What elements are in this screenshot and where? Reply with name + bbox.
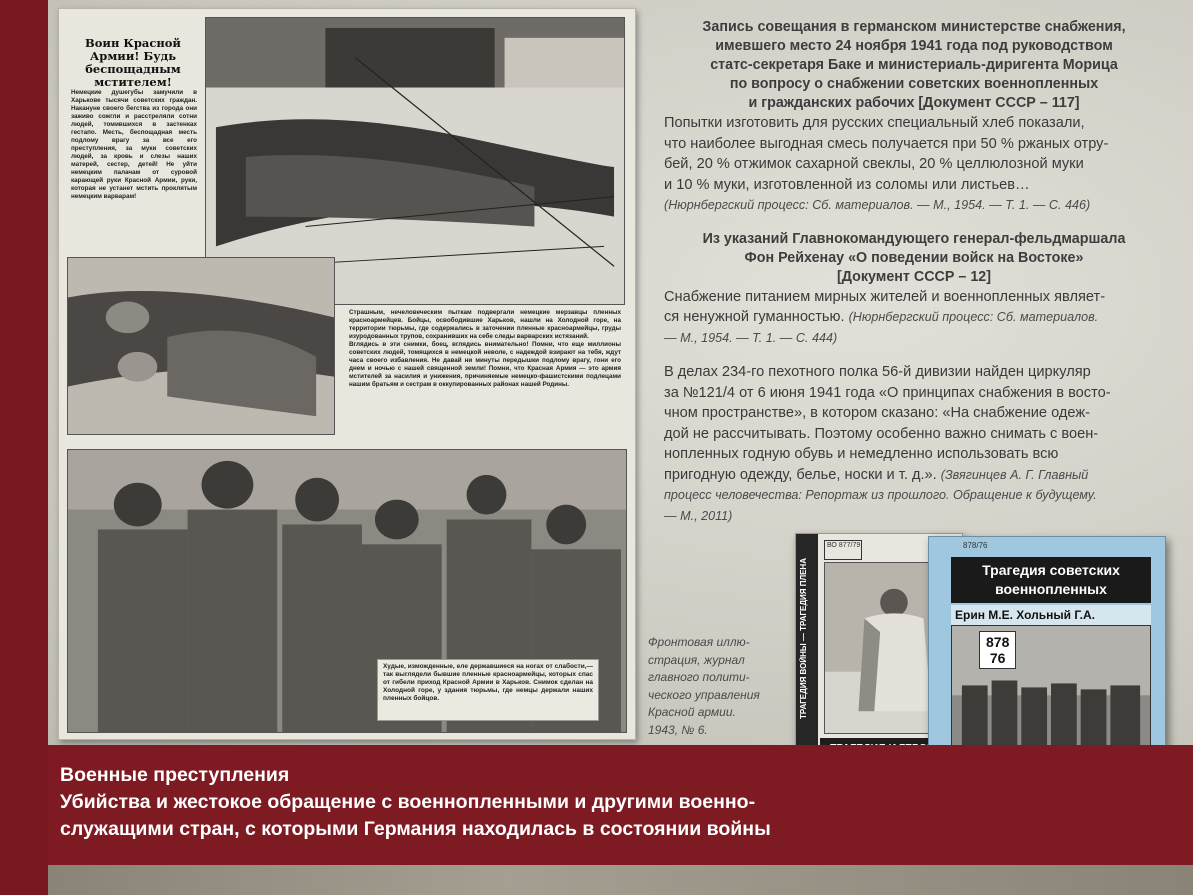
- book2-title-box: [951, 557, 1151, 603]
- caption-line: Фронтовая иллю-: [648, 635, 750, 649]
- section3-source: процесс человечества: Репортаж из прошлого. Обращение к будущему.: [664, 488, 1097, 502]
- caption-line: Красной армии.: [648, 705, 736, 719]
- book2-authors: Ерин М.Е. Хольный Г.А.: [951, 605, 1151, 625]
- section2-body: [664, 287, 1164, 349]
- magazine-headline: Воин Красной Армии! Будь беспощадным мстителем!: [85, 36, 181, 89]
- magazine-intro-text: Немецкие душегубы замучили в Харькове тысячи советских граждан. Накануне своего бегства из города они заживо сожгли и расстреляли сотни людей, томившихся в застенках гестапо. Месть, беспощадная месть подлому врагу за все его преступления, за муки советских людей, за кровь и слезы наших матерей, сестер, детей! Не уйти немецким палачам от суровой карающей руки Красной Армии, руки, которая не устанет мстить проклятым немецким варварам!: [71, 89, 197, 200]
- book1-spine: [796, 534, 818, 778]
- section1-source: (Нюрнбергский процесс: Сб. материалов. — М., 1954. — Т. 1. — С. 446): [664, 198, 1091, 212]
- stamp-line: 76: [989, 650, 1006, 666]
- body-text-span: ся ненужной гуманностью.: [664, 309, 845, 325]
- body-line: [664, 465, 1164, 486]
- body-line: [664, 307, 1164, 328]
- body-line: Попытки изготовить для русских специальный хлеб показали,: [664, 115, 1085, 131]
- caption-line: главного полити-: [648, 670, 750, 684]
- body-line: нопленных годную обувь и немедленно использовать всю: [664, 446, 1059, 462]
- heading-line: Из указаний Главнокомандующего генерал-фельдмаршала: [702, 230, 1126, 247]
- section3-source: — М., 2011): [664, 508, 733, 523]
- body-line: Снабжение питанием мирных жителей и военнопленных являет-: [664, 288, 1106, 305]
- book1-library-stamp: ВО 877/79: [824, 540, 862, 560]
- magazine-caption-paragraph: Вглядись в эти снимки, боец, вглядись внимательно! Помни, что еще миллионы советских людей, томящихся в немецкой неволе, с надеждой взирают на тебя, ждут часа своего избавления. Не давай ни минуты передышки подлому врагу, гони его днем и ночью с нашей священной земли! Помни, что Красная Армия — это армия мстителей за насилия и унижения, причиняемые немецко-фашистскими подлецами нашим братьям и сестрам в оккупированных районах нашей Родины.: [349, 341, 621, 388]
- section2-source: (Нюрнбергский процесс: Сб. материалов.: [848, 310, 1099, 324]
- book2-corner-mark: 878/76: [963, 541, 988, 550]
- heading-line: по вопросу о снабжении советских военнопленных: [729, 76, 1099, 92]
- body-line: что наиболее выгодная смесь получается при 50 % ржаных отру-: [664, 135, 1109, 152]
- bottom-title-text: [60, 762, 900, 843]
- magazine-photo-caption: Худые, изможденные, еле державшиеся на ногах от слабости,— так выглядели бывшие пленные красноармейцы, которых спас от гибели приход Красной Армии в Харьков. Снимок сделан на Холодной горе, у здания тюрьмы, где немцы держали наших пленных бойцов.: [377, 659, 599, 721]
- heading-line: и гражданских рабочих [Документ СССР – 117]: [748, 95, 1080, 111]
- book2-title: Трагедия советских: [982, 562, 1120, 578]
- heading-line: Запись совещания в германском министерстве снабжения,: [702, 19, 1126, 35]
- section1-heading: [664, 18, 1164, 113]
- bottom-decorative-strip: [48, 865, 1193, 895]
- body-text-span: пригодную одежду, белье, носки и т. д.».: [664, 466, 937, 483]
- photo-dead-soldiers: [67, 257, 335, 435]
- section2-heading: [664, 230, 1164, 287]
- body-line: и 10 % муки, изготовленной из соломы или листьев…: [664, 176, 1030, 193]
- illustration-caption: [648, 634, 782, 739]
- heading-line: [Документ СССР – 12]: [837, 268, 991, 285]
- magazine-page: [58, 8, 636, 740]
- caption-line: страция, журнал: [648, 652, 745, 667]
- magazine-caption-block: [349, 309, 621, 389]
- heading-line: статс-секретаря Баке и министериаль-диригента Морица: [710, 57, 1118, 73]
- stamp-line: 878: [986, 634, 1010, 650]
- caption-line: ческого управления: [648, 687, 760, 702]
- body-line: чном пространстве», в котором сказано: «На снабжение одеж-: [664, 405, 1090, 421]
- heading-line: Фон Рейхенау «О поведении войск на Востоке»: [744, 249, 1084, 266]
- heading-line: имевшего место 24 ноября 1941 года под руководством: [715, 38, 1113, 54]
- body-line: В делах 234-го пехотного полка 56-й дивизии найден циркуляр: [664, 364, 1091, 380]
- body-line: дой не рассчитывать. Поэтому особенно важно снимать с воен-: [664, 425, 1099, 442]
- section1-body: [664, 113, 1164, 216]
- magazine-caption-paragraph: Страшным, нечеловеческим пыткам подвергали немецкие мерзавцы пленных красноармейцев. Бойцы, освободившие Харьков, нашли на Холодной горе, на территории тюрьмы, где содержались в заточении пленные красноармейцы, груды изуродованных трупов, сохранивших на себе следы варварских истязаний.: [349, 309, 621, 340]
- left-border-strip: [0, 0, 48, 895]
- bottom-title-line: служащими стран, с которыми Германия находилась в состоянии войны: [60, 818, 771, 840]
- book2-title: военнопленных: [995, 581, 1107, 597]
- book2-library-stamp: [979, 631, 1016, 669]
- bottom-title-line: Военные преступления: [60, 764, 290, 786]
- caption-line: 1943, № 6.: [648, 722, 708, 737]
- document-quotes-column: [664, 18, 1164, 526]
- section3-source: (Звягинцев А. Г. Главный: [940, 467, 1089, 482]
- section3-body: [664, 362, 1164, 526]
- body-line: бей, 20 % отжимок сахарной свеклы, 20 % целлюлозной муки: [664, 156, 1084, 172]
- bottom-title-line: Убийства и жестокое обращение с военнопленными и другими военно-: [60, 791, 756, 813]
- section2-source: — М., 1954. — Т. 1. — С. 444): [664, 330, 838, 345]
- book1-spine-title: ТРАГЕДИЯ ВОЙНЫ — ТРАГЕДИЯ ПЛЕНА: [799, 558, 808, 720]
- body-line: за №121/4 от 6 июня 1941 года «О принципах снабжения в восто-: [664, 384, 1111, 401]
